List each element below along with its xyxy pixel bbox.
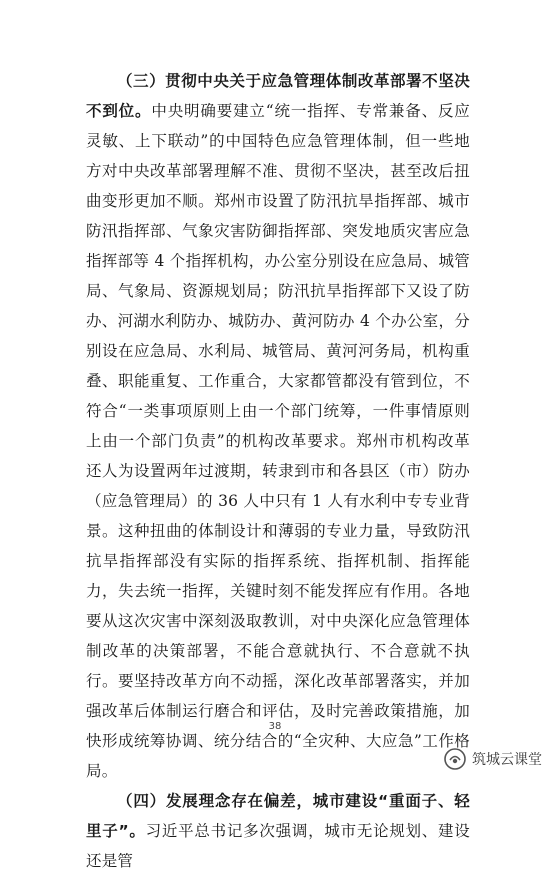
paragraph-3 — [86, 66, 470, 786]
document-body — [86, 66, 470, 876]
page-number: 38 — [268, 721, 282, 732]
paragraph-4 — [86, 786, 470, 876]
watermark — [444, 748, 542, 770]
watermark-text: 筑城云课堂 — [472, 752, 542, 768]
wechat-official-account-icon — [444, 748, 466, 770]
paragraph-3-text: 中央明确要建立“统一指挥、专常兼备、反应灵敏、上下联动”的中国特色应急管理体制，但一些地方对中央改革部署理解不准、贯彻不坚决，甚至改后扭曲变形更加不顺。郑州市设置了防汛抗旱指挥部、城市防汛指挥部、气象灾害防御指挥部、突发地质灾害应急指挥部等 4 个指挥机构，办公室分别设在应急局、城管局、气象局、资源规划局；防汛抗旱指挥部下又设了防办、河湖水利防办、城防办、黄河防办 4 个办公室，分别设在应急局、水利局、城管局、黄河河务局，机构重叠、职能重复、工作重合，大家都管都没有管到位，不符合“一类事项原则上由一个部门统筹，一件事情原则上由一个部门负责”的机构改革要求。郑州市机构改革还人为设置两年过渡期，转隶到市和各县区（市）防办（应急管理局）的 36 人中只有 1 人有水利中专专业背景。这种扭曲的体制设计和薄弱的专业力量，导致防汛抗旱指挥部没有实际的指挥系统、指挥机制、指挥能力，失去统一指挥，关键时刻不能发挥应有作用。各地要从这次灾害中深刻汲取教训，对中央深化应急管理体制改革的决策部署，不能合意就执行、不合意就不执行。要坚持改革方向不动摇，深化改革部署落实，并加强改革后体制运行磨合和评估，及时完善政策措施，加快形成统筹协调、统分结合的“全灾种、大应急”工作格局。 — [86, 102, 470, 780]
paragraph-4-text: 习近平总书记多次强调，城市无论规划、建设还是管 — [86, 822, 470, 870]
section-heading-4: （四）发展理念存在偏差，城市建设“重面子、轻里子”。 — [86, 792, 470, 840]
section-heading-3: （三）贯彻中央关于应急管理体制改革部署不坚决不到位。 — [86, 72, 470, 120]
